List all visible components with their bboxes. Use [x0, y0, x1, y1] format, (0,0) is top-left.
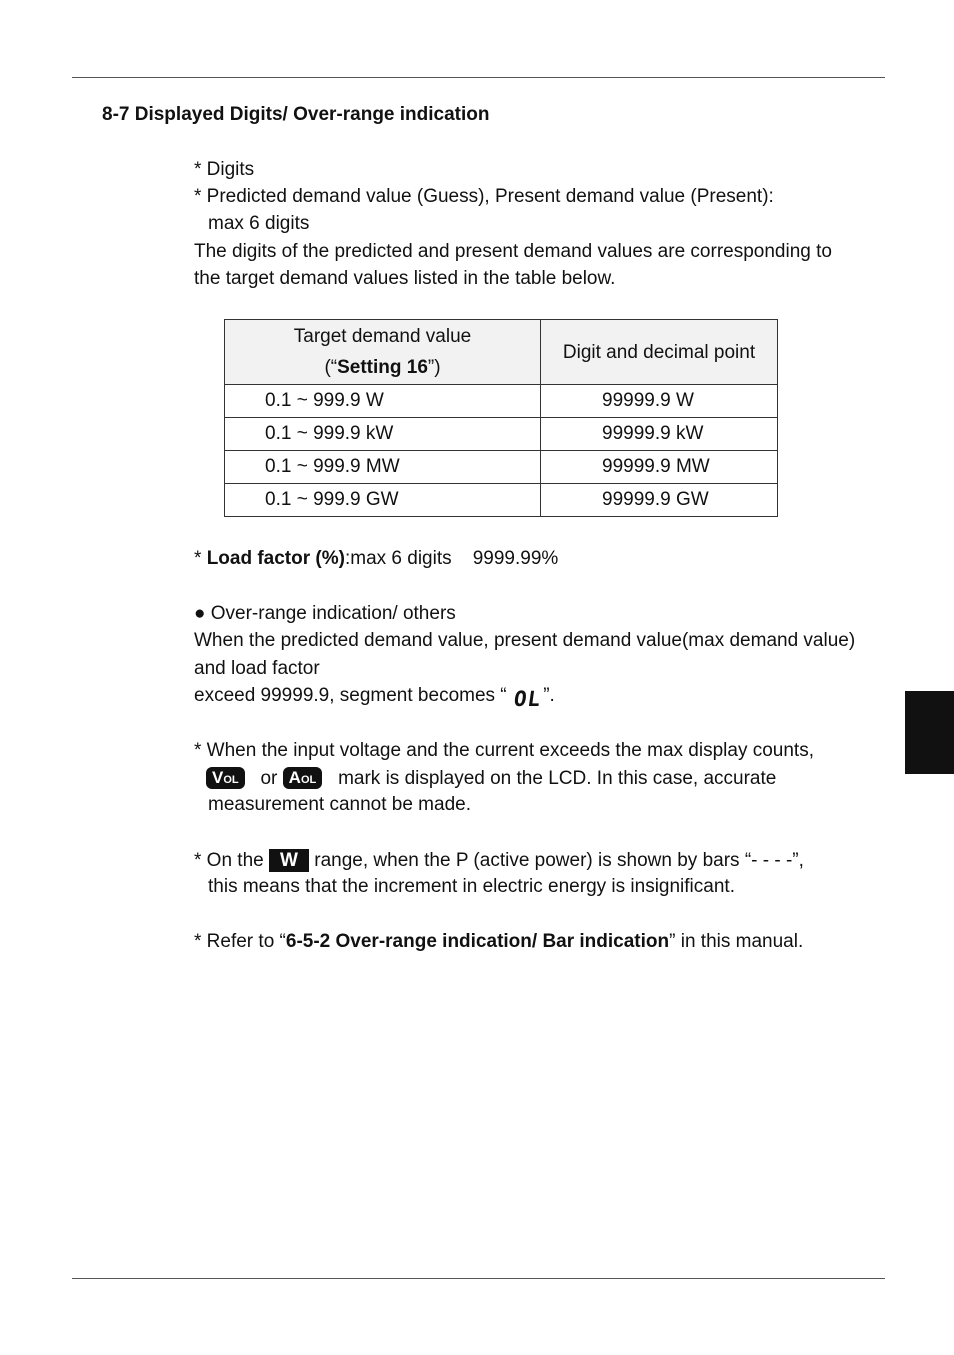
digits-cell: 99999.9 MW: [541, 451, 778, 484]
over-range-heading: ● Over-range indication/ others: [194, 603, 456, 624]
over-range-line3-post: ”.: [543, 685, 555, 706]
a-ol-mark-sub: OL: [300, 774, 317, 786]
target-cell: 0.1 ~ 999.9 kW: [225, 418, 541, 451]
header-target-close-quote: ”): [427, 357, 441, 378]
target-cell: 0.1 ~ 999.9 MW: [225, 451, 541, 484]
or-text: or: [260, 768, 278, 789]
digits-paragraph-line2: the target demand values listed in the table below.: [194, 268, 616, 289]
table-row: [225, 418, 778, 451]
target-cell: 0.1 ~ 999.9 GW: [225, 484, 541, 517]
footer-rule: [72, 1278, 885, 1279]
w-note-line1: [194, 849, 804, 872]
refer-line: [194, 931, 803, 953]
table-row: [225, 385, 778, 418]
predicted-present-bullet: * Predicted demand value (Guess), Present demand value (Present):: [194, 186, 774, 207]
refer-pre: * Refer to “: [194, 931, 286, 952]
header-target-open-quote: (“: [324, 357, 338, 378]
input-note-line1: * When the input voltage and the current exceeds the max display counts,: [194, 740, 814, 761]
chapter-tab-marker: [905, 691, 954, 774]
input-note-line2: [206, 767, 776, 790]
a-ol-mark-letter: A: [288, 768, 301, 787]
ol-segment-icon: OL: [512, 687, 543, 711]
table-header-row: [225, 320, 778, 385]
over-range-line1: When the predicted demand value, present demand value(max demand value): [194, 630, 856, 651]
load-factor-text: :max 6 digits 9999.99%: [344, 548, 559, 569]
section-title: 8-7 Displayed Digits/ Over-range indication: [102, 104, 490, 125]
over-range-line3-pre: exceed 99999.9, segment becomes “: [194, 685, 512, 706]
over-range-line2: and load factor: [194, 658, 320, 679]
w-range-mark-icon: W: [269, 849, 309, 872]
load-factor-line: [194, 548, 558, 570]
max-digits-text: max 6 digits: [208, 213, 310, 234]
refer-post: ” in this manual.: [669, 931, 804, 952]
target-cell: 0.1 ~ 999.9 W: [225, 385, 541, 418]
input-note-line2-text: mark is displayed on the LCD. In this case, accurate: [338, 768, 777, 789]
header-target-line1: Target demand value: [293, 326, 472, 347]
digits-cell: 99999.9 kW: [541, 418, 778, 451]
digits-cell: 99999.9 W: [541, 385, 778, 418]
w-note-pre: * On the: [194, 850, 269, 871]
header-rule: [72, 77, 885, 78]
digits-cell: 99999.9 GW: [541, 484, 778, 517]
over-range-line3: [194, 685, 555, 710]
header-target-demand: [225, 320, 541, 385]
load-factor-label: Load factor (%): [206, 548, 345, 569]
input-note-line3: measurement cannot be made.: [208, 794, 471, 815]
header-target-setting: Setting 16: [337, 357, 428, 378]
table-row: [225, 484, 778, 517]
digits-bullet: * Digits: [194, 159, 255, 180]
refer-section-link: 6-5-2 Over-range indication/ Bar indication: [285, 931, 670, 952]
w-note-line2: this means that the increment in electric energy is insignificant.: [208, 876, 735, 897]
v-ol-mark-icon: [206, 767, 245, 789]
v-ol-mark-letter: V: [212, 768, 224, 787]
v-ol-mark-sub: OL: [223, 774, 239, 786]
header-digit-decimal: Digit and decimal point: [541, 320, 778, 385]
digits-table: [224, 319, 778, 517]
digits-paragraph-line1: The digits of the predicted and present demand values are corresponding to: [194, 241, 832, 262]
w-note-post: range, when the P (active power) is shown by bars “- - - -”,: [309, 850, 804, 871]
load-factor-prefix: *: [194, 548, 207, 569]
table-row: [225, 451, 778, 484]
a-ol-mark-icon: [283, 767, 323, 789]
